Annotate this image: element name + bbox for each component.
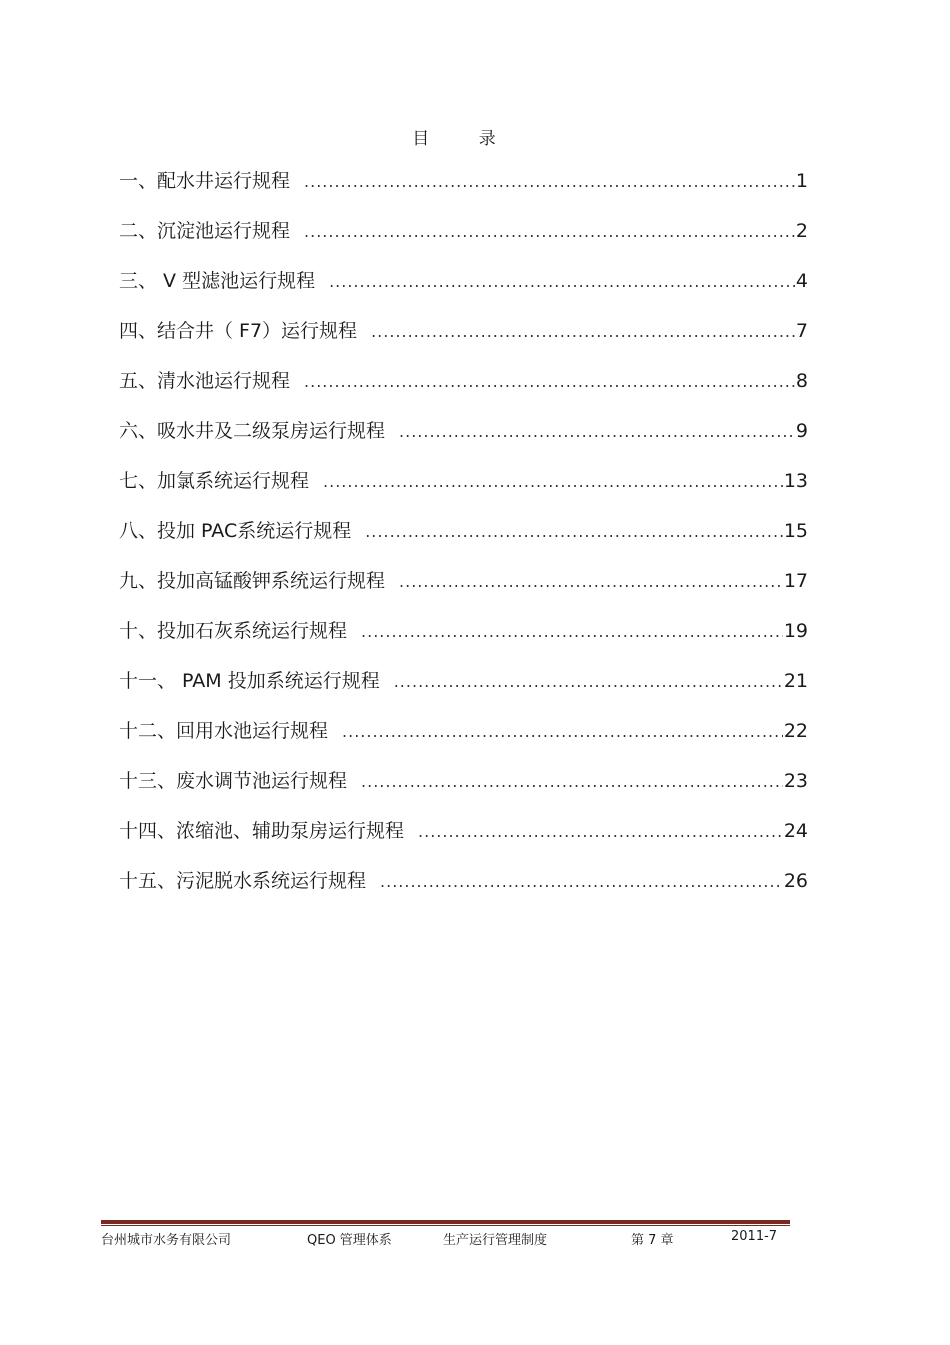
toc-leader-dots bbox=[304, 172, 795, 191]
footer-system: QEO 管理体系 bbox=[307, 1233, 392, 1248]
toc-entry-label: 六、吸水井及二级泵房运行规程 bbox=[119, 420, 386, 442]
toc-entry-label: 十一、 PAM 投加系统运行规程 bbox=[119, 670, 380, 692]
toc-entry-label: 十、投加石灰系统运行规程 bbox=[119, 620, 348, 642]
toc-entry-page: 22 bbox=[783, 720, 808, 742]
toc-entry[interactable] bbox=[119, 766, 808, 816]
toc-leader-dots bbox=[399, 422, 795, 441]
toc-entry-page: 8 bbox=[795, 370, 808, 392]
toc-entry[interactable] bbox=[119, 366, 808, 416]
toc-leader-dots bbox=[380, 872, 783, 891]
toc-entry-label: 八、投加 PAC系统运行规程 bbox=[119, 520, 352, 542]
toc-entry-page: 21 bbox=[783, 670, 808, 692]
toc-entry-page: 13 bbox=[783, 470, 808, 492]
toc-entry-label: 七、加氯系统运行规程 bbox=[119, 470, 310, 492]
toc-entry-label: 十四、浓缩池、辅助泵房运行规程 bbox=[119, 820, 405, 842]
toc-entry-page: 2 bbox=[795, 220, 808, 242]
toc-entry[interactable] bbox=[119, 616, 808, 666]
toc-entry-page: 24 bbox=[783, 820, 808, 842]
toc-entry-label: 五、清水池运行规程 bbox=[119, 370, 291, 392]
toc-entry-label: 一、配水井运行规程 bbox=[119, 170, 291, 192]
toc-entry-page: 15 bbox=[783, 520, 808, 542]
toc-entry[interactable] bbox=[119, 416, 808, 466]
toc-entry-page: 17 bbox=[783, 570, 808, 592]
toc-entry[interactable] bbox=[119, 216, 808, 266]
footer-date: 2011-7 bbox=[731, 1229, 778, 1244]
toc-leader-dots bbox=[399, 572, 783, 591]
toc-entry-label: 四、结合井（ F7）运行规程 bbox=[119, 320, 358, 342]
toc-leader-dots bbox=[418, 822, 783, 841]
toc-entry-page: 9 bbox=[795, 420, 808, 442]
toc-leader-dots bbox=[342, 722, 783, 741]
toc-entry[interactable] bbox=[119, 666, 808, 716]
toc-entry-page: 23 bbox=[783, 770, 808, 792]
toc-leader-dots bbox=[365, 522, 783, 541]
toc-entry[interactable] bbox=[119, 816, 808, 866]
toc-leader-dots bbox=[304, 372, 795, 391]
toc-leader-dots bbox=[394, 672, 783, 691]
toc-entry-label: 九、投加高锰酸钾系统运行规程 bbox=[119, 570, 386, 592]
toc-entry-page: 19 bbox=[783, 620, 808, 642]
footer-rule-thin bbox=[101, 1225, 790, 1226]
toc-leader-dots bbox=[371, 322, 795, 341]
toc-leader-dots bbox=[329, 272, 795, 291]
toc-entry[interactable] bbox=[119, 316, 808, 366]
footer-chapter: 第 7 章 bbox=[631, 1233, 674, 1248]
toc-entry[interactable] bbox=[119, 266, 808, 316]
footer-document: 生产运行管理制度 bbox=[443, 1233, 548, 1248]
toc-entry[interactable] bbox=[119, 866, 808, 916]
toc-leader-dots bbox=[304, 222, 795, 241]
toc-leader-dots bbox=[361, 622, 783, 641]
toc-entry-label: 二、沉淀池运行规程 bbox=[119, 220, 291, 242]
toc-entry-page: 1 bbox=[795, 170, 808, 192]
toc-entry[interactable] bbox=[119, 566, 808, 616]
page-footer bbox=[101, 1229, 790, 1249]
toc-entry-page: 26 bbox=[783, 870, 808, 892]
footer-rule-thick bbox=[101, 1220, 790, 1224]
footer-rule bbox=[101, 1220, 790, 1227]
toc-list bbox=[119, 166, 808, 916]
toc-entry[interactable] bbox=[119, 466, 808, 516]
toc-leader-dots bbox=[323, 472, 783, 491]
toc-entry-label: 十五、污泥脱水系统运行规程 bbox=[119, 870, 367, 892]
toc-entry-page: 4 bbox=[795, 270, 808, 292]
toc-entry-label: 三、 V 型滤池运行规程 bbox=[119, 270, 316, 292]
toc-entry[interactable] bbox=[119, 166, 808, 216]
toc-entry[interactable] bbox=[119, 716, 808, 766]
toc-title: 目 录 bbox=[412, 129, 518, 149]
toc-entry-label: 十三、废水调节池运行规程 bbox=[119, 770, 348, 792]
toc-entry-label: 十二、回用水池运行规程 bbox=[119, 720, 329, 742]
toc-leader-dots bbox=[361, 772, 783, 791]
footer-company: 台州城市水务有限公司 bbox=[101, 1233, 232, 1248]
toc-entry[interactable] bbox=[119, 516, 808, 566]
toc-entry-page: 7 bbox=[795, 320, 808, 342]
